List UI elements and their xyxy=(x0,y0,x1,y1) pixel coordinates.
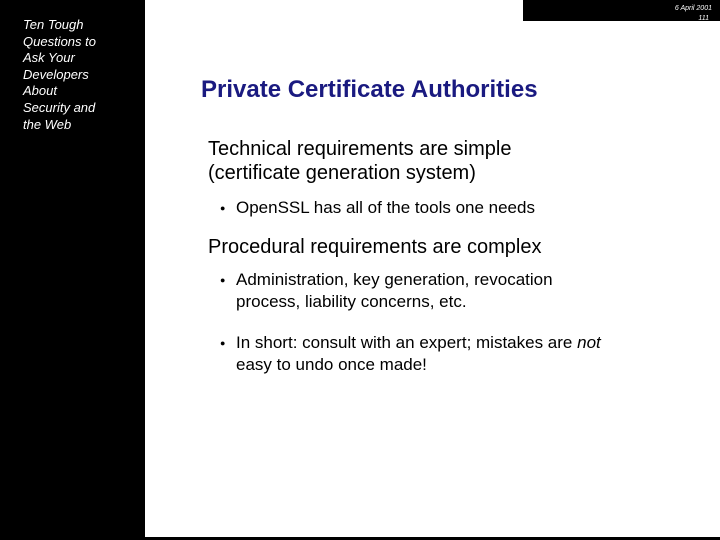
emphasis-text: not xyxy=(577,333,601,352)
bullet-icon: ● xyxy=(220,203,226,213)
presentation-title-line: Ten Tough xyxy=(23,17,84,32)
sidebar xyxy=(0,0,145,540)
sub-point-line: easy to undo once made! xyxy=(236,354,427,374)
sub-point xyxy=(236,332,676,375)
sub-point-text: In short: consult with an expert; mistakes are xyxy=(236,333,578,352)
presentation-title-line: Security and xyxy=(23,99,96,115)
presentation-title-line: About xyxy=(23,83,57,99)
slide-corner-info xyxy=(523,0,720,21)
presentation-title-line: Developers xyxy=(23,66,89,82)
sub-point-line xyxy=(236,332,676,354)
sub-point-line: OpenSSL has all of the tools one needs xyxy=(236,198,535,217)
slide-title: Private Certificate Authorities xyxy=(201,76,538,103)
sub-point-line: Administration, key generation, revocation xyxy=(236,270,553,289)
sub-point xyxy=(236,197,676,219)
sub-point xyxy=(236,269,676,312)
main-point xyxy=(208,137,511,185)
main-point xyxy=(208,235,542,259)
slide-date: 6 April 2001 xyxy=(674,5,712,12)
bullet-icon: ● xyxy=(220,338,226,348)
presentation-title-line: Questions to xyxy=(23,33,96,49)
main-point-line: (certificate generation system) xyxy=(208,162,476,184)
main-point-line: Technical requirements are simple xyxy=(208,138,512,160)
main-point-line: Procedural requirements are complex xyxy=(208,236,542,258)
bullet-icon: ● xyxy=(220,275,226,285)
slide-page-number: 111 xyxy=(698,15,709,21)
presentation-title-line: the Web xyxy=(23,116,72,132)
presentation-title xyxy=(23,17,141,133)
presentation-title-line: Ask Your xyxy=(23,50,75,66)
sub-point-line: process, liability concerns, etc. xyxy=(236,291,467,311)
